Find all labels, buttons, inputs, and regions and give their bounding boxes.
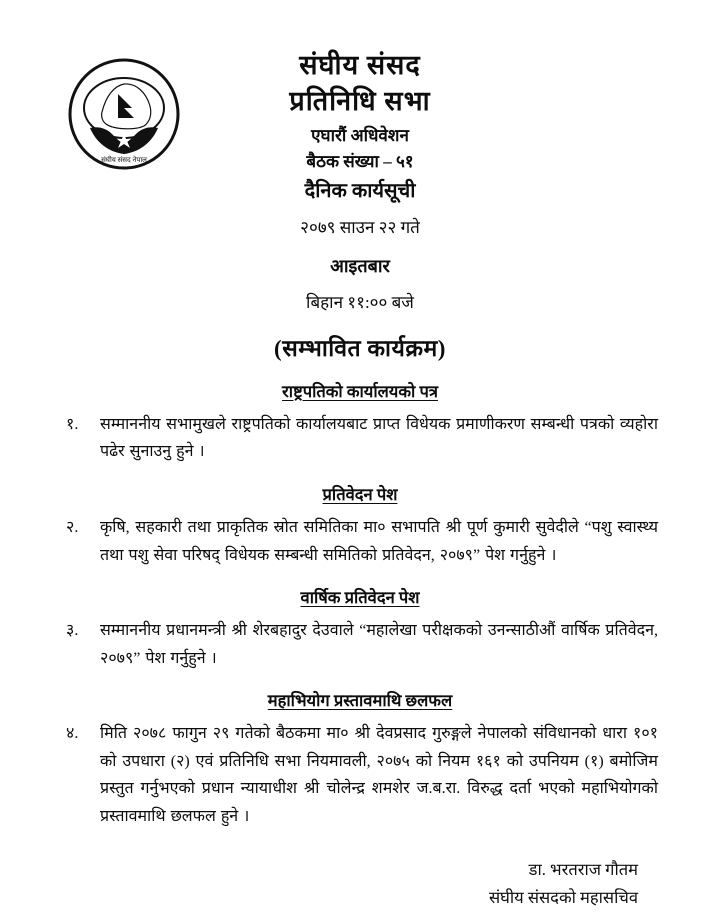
heading-house-of-representatives: प्रतिनिधि सभा [289, 85, 431, 116]
tentative-program-label: (सम्भावित कार्यक्रम) [274, 335, 446, 361]
document-header [56, 26, 664, 363]
heading-session: एघारौं अधिवेशन [311, 126, 409, 146]
section-report-presentation [56, 482, 664, 569]
agenda-item-text: सम्माननीय प्रधानमन्त्री श्री शेरबहादुर देउवाले “महालेखा परीक्षकको उनन्साठीऔं वार्षिक प्रतिवेदन, २०७९” पेश गर्नुहुने । [100, 622, 658, 667]
agenda-item-number: ४. [66, 725, 79, 743]
signatory-name: डा. भरतराज गौतम [528, 860, 638, 880]
agenda-item-number: ३. [66, 622, 79, 640]
agenda-item [56, 720, 664, 830]
section-annual-report-presentation [56, 585, 664, 672]
document-date: २०७९ साउन २२ गते [300, 217, 420, 237]
agenda-item [56, 514, 664, 569]
heading-daily-agenda: दैनिक कार्यसूची [304, 179, 416, 202]
section-title: वार्षिक प्रतिवेदन पेश [300, 588, 420, 608]
agenda-item-number: २. [66, 519, 79, 536]
section-presidents-office-letter [56, 379, 664, 466]
document-day: आइतबार [330, 255, 390, 276]
signatory-post: संघीय संसदको महासचिव [489, 888, 638, 908]
heading-meeting-number: बैठक संख्या – ५१ [306, 152, 414, 172]
agenda-item-text: कृषि, सहकारी तथा प्राकृतिक स्रोत समितिका मा० सभापति श्री पूर्ण कुमारी सुवेदीले “पशु स्वास्थ्य तथा पशु सेवा परिषद् विधेयक सम्बन्धी समितिको प्रतिवेदन, २०७९” पेश गर्नुहुने । [100, 519, 658, 564]
document-time: बिहान ११:०० बजे [306, 292, 414, 312]
agenda-item-text: मिति २०७८ फागुन २९ गतेको बैठकमा मा० श्री देवप्रसाद गुरुङ्गले नेपालको संविधानको धारा १०१ को उपधारा (२) एवं प्रतिनिधि सभा नियमावली, २०७५ को नियम १६१ को उपनियम (१) बमोजिम प्रस्तुत गर्नुभएको प्रधान न्यायाधीश श्री चोलेन्द्र शमशेर ज.ब.रा. विरुद्ध दर्ता भएको महाभियोगको प्रस्तावमाथि छलफल हुने । [100, 725, 658, 825]
section-title: प्रतिवेदन पेश [322, 485, 398, 504]
signature-block [56, 856, 664, 912]
agenda-item-text: सम्माननीय सभामुखले राष्ट्रपतिको कार्यालयबाट प्राप्त विधेयक प्रमाणीकरण सम्बन्धी पत्रको व्यहोरा पढेर सुनाउनु हुने । [100, 415, 658, 461]
section-impeachment-discussion [56, 688, 664, 830]
heading-federal-parliament: संघीय संसद [299, 50, 421, 80]
agenda-item-number: १. [66, 415, 79, 433]
nepal-parliament-emblem-icon [66, 56, 182, 172]
svg-text:संघीय संसद नेपाल: संघीय संसद नेपाल [101, 156, 147, 164]
section-title: राष्ट्रपतिको कार्यालयको पत्र [282, 381, 438, 401]
section-title: महाभियोग प्रस्तावमाथि छलफल [267, 691, 453, 711]
agenda-item [56, 617, 664, 672]
agenda-item [56, 411, 664, 466]
